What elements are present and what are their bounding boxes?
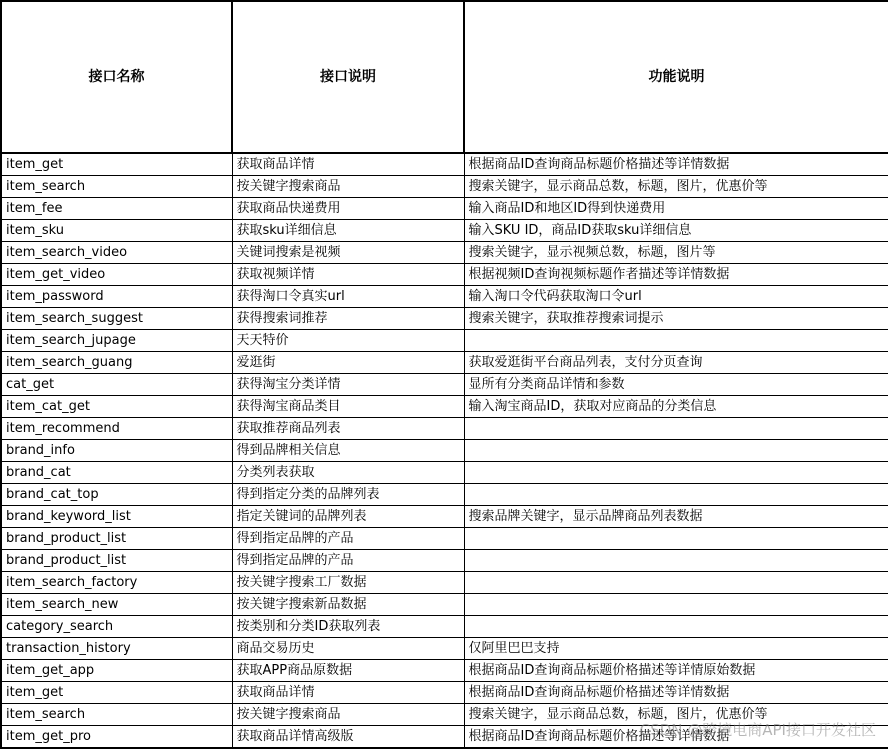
table-row [1, 264, 888, 286]
header-row [1, 1, 888, 153]
table-row [1, 418, 888, 440]
cell-function-desc [464, 528, 888, 550]
cell-function-desc: 根据商品ID查询商品标题价格描述等详情数据 [464, 726, 888, 749]
cell-api-desc: 得到品牌相关信息 [232, 440, 464, 462]
cell-api-desc: 得到指定品牌的产品 [232, 528, 464, 550]
cell-api-desc: 指定关键词的品牌列表 [232, 506, 464, 528]
cell-api-name: item_get_video [1, 264, 232, 286]
cell-api-name: brand_keyword_list [1, 506, 232, 528]
cell-function-desc [464, 550, 888, 572]
cell-api-desc: 获取商品快递费用 [232, 198, 464, 220]
cell-function-desc: 输入淘宝商品ID，获取对应商品的分类信息 [464, 396, 888, 418]
table-row [1, 616, 888, 638]
cell-api-name: item_get_pro [1, 726, 232, 749]
cell-function-desc: 根据视频ID查询视频标题作者描述等详情数据 [464, 264, 888, 286]
cell-function-desc [464, 616, 888, 638]
cell-function-desc [464, 462, 888, 484]
cell-api-desc: 获得淘宝商品类目 [232, 396, 464, 418]
cell-api-name: category_search [1, 616, 232, 638]
cell-function-desc: 输入SKU ID，商品ID获取sku详细信息 [464, 220, 888, 242]
table-row [1, 572, 888, 594]
cell-function-desc [464, 330, 888, 352]
cell-api-name: brand_product_list [1, 528, 232, 550]
cell-api-name: item_search_suggest [1, 308, 232, 330]
cell-api-desc: 获取商品详情 [232, 682, 464, 704]
cell-api-name: item_sku [1, 220, 232, 242]
table-row [1, 462, 888, 484]
header-api-desc: 接口说明 [232, 1, 464, 153]
cell-api-name: item_search_factory [1, 572, 232, 594]
table-row [1, 396, 888, 418]
cell-api-desc: 获取推荐商品列表 [232, 418, 464, 440]
cell-function-desc: 输入商品ID和地区ID得到快递费用 [464, 198, 888, 220]
cell-api-name: item_search_new [1, 594, 232, 616]
cell-api-desc: 获得淘口令真实url [232, 286, 464, 308]
table-row [1, 440, 888, 462]
cell-api-desc: 获取sku详细信息 [232, 220, 464, 242]
cell-api-desc: 获取商品详情高级版 [232, 726, 464, 749]
cell-api-name: item_recommend [1, 418, 232, 440]
cell-api-desc: 按关键字搜索商品 [232, 176, 464, 198]
cell-api-name: item_search [1, 176, 232, 198]
cell-api-name: item_fee [1, 198, 232, 220]
cell-api-name: brand_cat_top [1, 484, 232, 506]
cell-function-desc [464, 418, 888, 440]
cell-function-desc: 搜索关键字，显示视频总数，标题，图片等 [464, 242, 888, 264]
table-row [1, 550, 888, 572]
cell-api-name: item_search_video [1, 242, 232, 264]
cell-function-desc: 根据商品ID查询商品标题价格描述等详情原始数据 [464, 660, 888, 682]
table-row [1, 660, 888, 682]
cell-function-desc: 仅阿里巴巴支持 [464, 638, 888, 660]
cell-api-name: item_get [1, 153, 232, 176]
table-row [1, 220, 888, 242]
table-row [1, 506, 888, 528]
cell-api-desc: 商品交易历史 [232, 638, 464, 660]
cell-api-name: item_search [1, 704, 232, 726]
cell-api-desc: 获取APP商品原数据 [232, 660, 464, 682]
cell-function-desc: 搜索关键字，获取推荐搜索词提示 [464, 308, 888, 330]
cell-api-name: cat_get [1, 374, 232, 396]
cell-api-desc: 按关键字搜索商品 [232, 704, 464, 726]
table-row [1, 594, 888, 616]
table-row [1, 286, 888, 308]
table-row [1, 484, 888, 506]
cell-function-desc: 搜索品牌关键字，显示品牌商品列表数据 [464, 506, 888, 528]
table-row [1, 374, 888, 396]
cell-function-desc [464, 594, 888, 616]
table-row [1, 704, 888, 726]
cell-api-name: transaction_history [1, 638, 232, 660]
cell-api-desc: 按关键字搜索工厂数据 [232, 572, 464, 594]
watermark: CSDN @跨境电商API接口开发社区 [639, 721, 876, 739]
cell-function-desc: 根据商品ID查询商品标题价格描述等详情数据 [464, 153, 888, 176]
cell-api-desc: 按关键字搜索新品数据 [232, 594, 464, 616]
cell-api-name: item_cat_get [1, 396, 232, 418]
cell-function-desc: 搜索关键字，显示商品总数，标题，图片，优惠价等 [464, 176, 888, 198]
cell-function-desc [464, 572, 888, 594]
table-row [1, 242, 888, 264]
table-row [1, 308, 888, 330]
cell-api-name: item_search_jupage [1, 330, 232, 352]
cell-api-desc: 获取商品详情 [232, 153, 464, 176]
cell-function-desc: 输入淘口令代码获取淘口令url [464, 286, 888, 308]
table-body [1, 153, 888, 748]
cell-api-desc: 分类列表获取 [232, 462, 464, 484]
cell-api-desc: 获得淘宝分类详情 [232, 374, 464, 396]
table-row [1, 638, 888, 660]
table-row [1, 330, 888, 352]
cell-api-desc: 关键词搜索是视频 [232, 242, 464, 264]
cell-api-desc: 天天特价 [232, 330, 464, 352]
cell-function-desc [464, 484, 888, 506]
cell-api-name: brand_info [1, 440, 232, 462]
table-row [1, 153, 888, 176]
cell-api-desc: 获取视频详情 [232, 264, 464, 286]
cell-api-desc: 得到指定品牌的产品 [232, 550, 464, 572]
cell-function-desc: 获取爱逛街平台商品列表，支付分页查询 [464, 352, 888, 374]
header-function-desc: 功能说明 [464, 1, 888, 153]
header-api-name: 接口名称 [1, 1, 232, 153]
table-row [1, 726, 888, 749]
cell-api-name: item_search_guang [1, 352, 232, 374]
cell-api-desc: 获得搜索词推荐 [232, 308, 464, 330]
cell-api-name: brand_product_list [1, 550, 232, 572]
cell-api-name: brand_cat [1, 462, 232, 484]
table-row [1, 352, 888, 374]
cell-function-desc: 显所有分类商品详情和参数 [464, 374, 888, 396]
cell-function-desc: 搜索关键字，显示商品总数，标题，图片，优惠价等 [464, 704, 888, 726]
table-row [1, 198, 888, 220]
table-row [1, 682, 888, 704]
cell-api-name: item_password [1, 286, 232, 308]
cell-api-desc: 爱逛街 [232, 352, 464, 374]
cell-api-desc: 按类别和分类ID获取列表 [232, 616, 464, 638]
cell-function-desc [464, 440, 888, 462]
cell-function-desc: 根据商品ID查询商品标题价格描述等详情数据 [464, 682, 888, 704]
cell-api-desc: 得到指定分类的品牌列表 [232, 484, 464, 506]
cell-api-name: item_get [1, 682, 232, 704]
cell-api-name: item_get_app [1, 660, 232, 682]
table-row [1, 528, 888, 550]
table-row [1, 176, 888, 198]
